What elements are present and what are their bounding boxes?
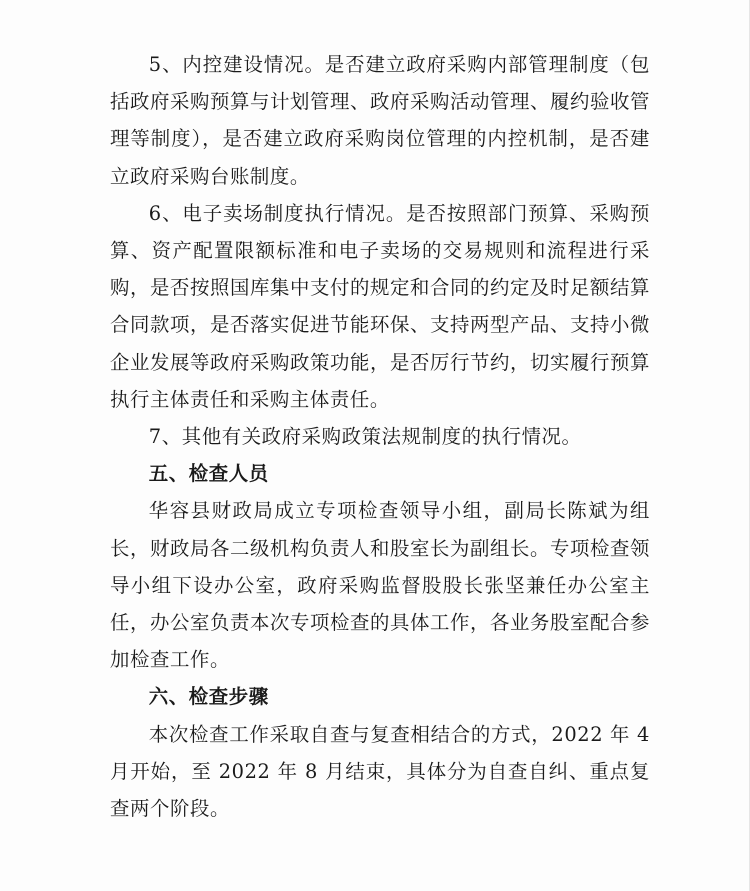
section-heading-inspection-steps: 六、检查步骤 [148, 685, 269, 709]
paragraph-inspection-steps: 本次检查工作采取自查与复查相结合的方式，2022 年 4 月开始，至 2022 年 8 月结束，具体分为自查自纠、重点复查两个阶段。 [110, 722, 650, 821]
paragraph-item-7: 7、其他有关政府采购政策法规制度的执行情况。 [148, 425, 582, 449]
section-heading-inspection-staff: 五、检查人员 [148, 462, 269, 486]
document-body [110, 46, 650, 827]
paragraph-item-5: 5、内控建设情况。是否建立政府采购内部管理制度（包括政府采购预算与计划管理、政府采购活动管理、履约验收管理等制度），是否建立政府采购岗位管理的内控机制，是否建立政府采购台账制度。 [110, 53, 650, 188]
paragraph-inspection-staff: 华容县财政局成立专项检查领导小组，副局长陈斌为组长，财政局各二级机构负责人和股室长为副组长。专项检查领导小组下设办公室，政府采购监督股股长张坚兼任办公室主任，办公室负责本次专项检查的具体工作，各业务股室配合参加检查工作。 [110, 499, 650, 672]
paragraph-item-6: 6、电子卖场制度执行情况。是否按照部门预算、采购预算、资产配置限额标准和电子卖场的交易规则和流程进行采购，是否按照国库集中支付的规定和合同的约定及时足额结算合同款项，是否落实促进节能环保、支持两型产品、支持小微企业发展等政府采购政策功能，是否厉行节约，切实履行预算执行主体责任和采购主体责任。 [110, 201, 650, 411]
